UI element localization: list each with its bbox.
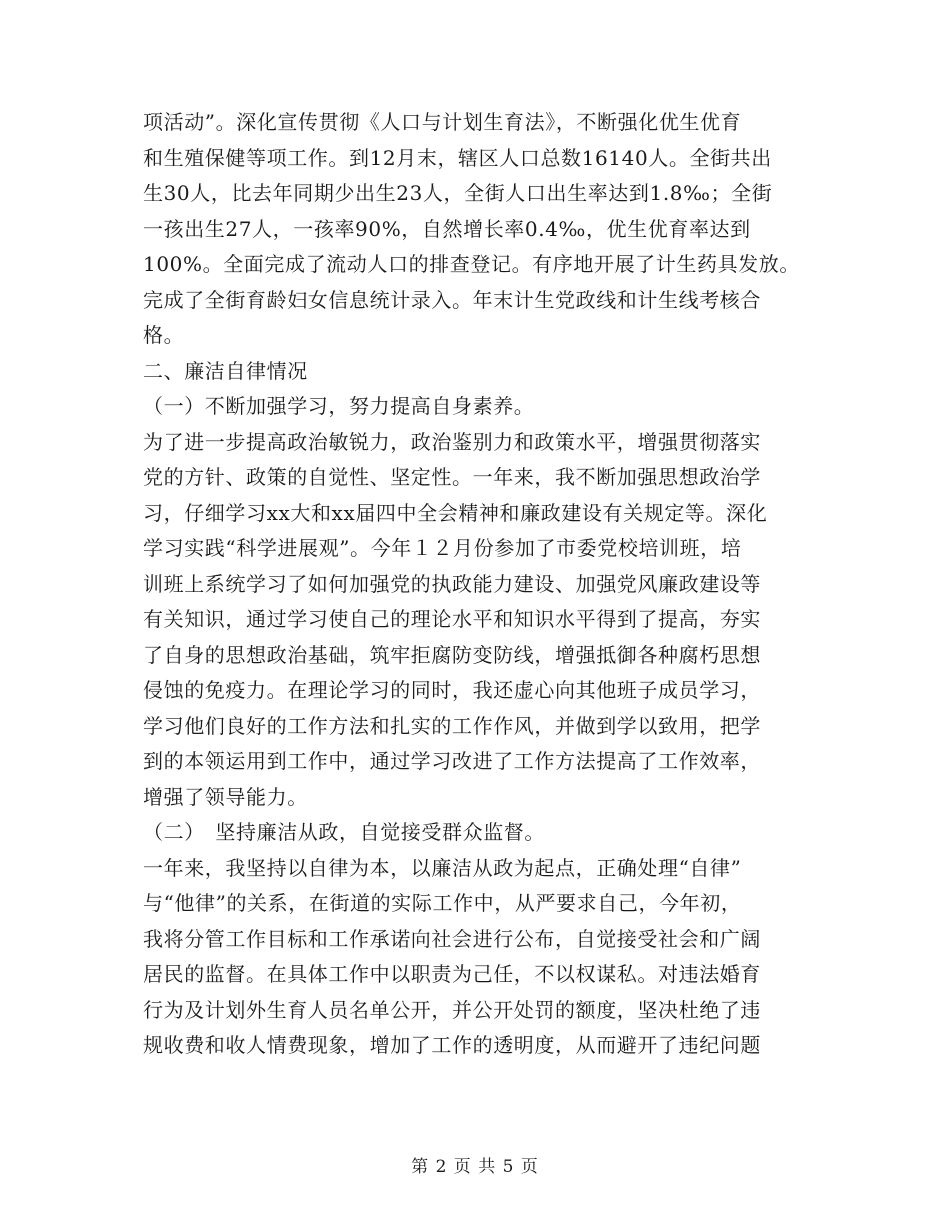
text-line: 侵蚀的免疫力。在理论学习的同时，我还虚心向其他班子成员学习， — [143, 678, 761, 702]
text-line: 一年来，我坚持以自律为本，以廉洁从政为起点，正确处理“自律” — [143, 855, 742, 880]
text-line: 行为及计划外生育人员名单公开，并公开处罚的额度，坚决杜绝了违 — [143, 997, 761, 1022]
text-line: 与“他律”的关系，在街道的实际工作中，从严要求自己，今年初， — [143, 891, 742, 915]
text-line: 了自身的思想政治基础，筑牢拒腐防变防线，增强抵御各种腐朽思想 — [143, 642, 761, 667]
text-line: 格。 — [143, 323, 185, 347]
text-line: 一孩出生27人，一孩率90%，自然增长率0.4‰，优生优育率达到 — [143, 216, 751, 241]
text-line: 我将分管工作目标和工作承诺向社会进行公布，自觉接受社会和广阔 — [143, 926, 761, 951]
text-line: （一）不断加强学习，努力提高自身素养。 — [143, 394, 535, 418]
text-line: （二） 坚持廉洁从政，自觉接受群众监督。 — [143, 820, 545, 844]
text-line: 居民的监督。在具体工作中以职责为己任，不以权谋私。对违法婚育 — [143, 962, 761, 986]
text-line: 训班上系统学习了如何加强党的执政能力建设、加强党风廉政建设等 — [143, 571, 761, 596]
document-body — [143, 105, 818, 1064]
text-line: 学习他们良好的工作方法和扎实的工作作风，并做到学以致用，把学 — [143, 713, 761, 738]
text-line: 习，仔细学习xx大和xx届四中全会精神和廉政建设有关规定等。深化 — [143, 500, 768, 525]
text-line: 到的本领运用到工作中，通过学习改进了工作方法提高了工作效率， — [143, 749, 761, 773]
text-line: 规收费和收人情费现象，增加了工作的透明度，从而避开了违纪问题 — [143, 1033, 761, 1057]
text-line: 项活动”。深化宣传贯彻《人口与计划生育法》，不断强化优生优育 — [143, 110, 742, 134]
text-line: 学习实践“科学进展观”。今年１２月份参加了市委党校培训班，培 — [143, 536, 742, 560]
text-line: 完成了全街育龄妇女信息统计录入。年末计生党政线和计生线考核合 — [143, 287, 761, 312]
text-line: 100%。全面完成了流动人口的排查登记。有序地开展了计生药具发放。 — [143, 252, 800, 276]
text-line: 和生殖保健等项工作。到12月末，辖区人口总数16140人。全街共出 — [143, 145, 772, 170]
page-footer: 第 2 页 共 5 页 — [411, 1157, 539, 1177]
text-line: 为了进一步提高政治敏锐力，政治鉴别力和政策水平，增强贯彻落实 — [143, 429, 761, 454]
text-line: 二、廉洁自律情况 — [143, 358, 308, 383]
text-line: 生30人，比去年同期少出生23人，全街人口出生率达到1.8‰；全街 — [143, 181, 773, 205]
text-line: 有关知识，通过学习使自己的理论水平和知识水平得到了提高，夯实 — [143, 607, 761, 631]
text-line: 党的方针、政策的自觉性、坚定性。一年来，我不断加强思想政治学 — [143, 465, 761, 489]
text-line: 增强了领导能力。 — [143, 784, 308, 809]
